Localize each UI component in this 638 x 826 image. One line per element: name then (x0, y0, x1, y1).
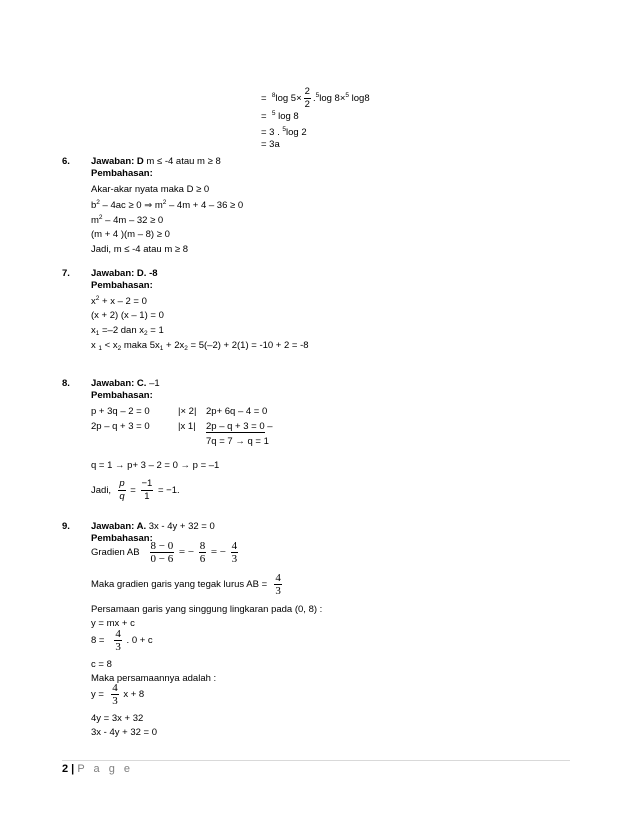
footer-divider (62, 760, 570, 761)
top-line-2 (261, 110, 299, 122)
jadi-label: Jadi, (91, 485, 112, 497)
question-number: 6. (62, 156, 70, 167)
math-line: Akar-akar nyata maka D ≥ 0 (91, 184, 210, 195)
top-line-1 (261, 86, 370, 111)
equation: 2p – q + 3 = 0 (91, 421, 150, 432)
fraction (304, 86, 311, 111)
math-line: $x_1 =-2$ dan $x_2 = 1$ (91, 325, 164, 337)
multiplier: |x 1| (178, 421, 196, 432)
log-base: 5 (282, 126, 287, 133)
conclusion-line: 3x - 4y + 32 = 0 (91, 727, 158, 738)
fraction: $\frac{8 - 0}{0 - 6}$ (150, 540, 174, 565)
math-line: Maka persamaannya adalah : (91, 673, 217, 684)
dot-operator: . (312, 93, 316, 105)
log-base: 5 (271, 110, 276, 117)
jadi-line: Jadi, $\frac{p}{q}$ = $\frac{-1}{1}$ = −1. (91, 478, 180, 502)
underlined-equation: 2p – q + 3 = 0 (206, 421, 265, 432)
answer-label: Jawaban: C. (91, 378, 147, 389)
question-number: 8. (62, 378, 70, 389)
q6-answer (91, 156, 221, 167)
gradien-line: Gradien AB $\frac{8 - 0}{0 - 6}$ = − $\frac{8}{6}$ = − $\frac{4}{3}$ (91, 540, 238, 565)
math-line: (m + 4 )(m – 8) ≥ 0 (91, 229, 170, 240)
fraction: $\frac{4}{3}$ (275, 572, 281, 597)
question-number: 9. (62, 521, 70, 532)
pembahasan-heading: Pembahasan: (91, 168, 153, 179)
fraction-numerator: 2 (304, 86, 310, 97)
top-line-3 (261, 126, 307, 138)
log-term: log 2 (286, 127, 307, 138)
minus-sign: – (264, 421, 273, 432)
pembahasan-heading: Pembahasan: (91, 390, 153, 401)
math-line: $m^2 - 4m - 32 \ge 0$ (91, 214, 164, 226)
pembahasan-heading: Pembahasan: (91, 280, 153, 291)
log-term: log 5 (275, 93, 297, 105)
math-line: q = 1 → p+ 3 – 2 = 0 → p = –1 (91, 460, 220, 471)
equation-result: 7q = 7 → q = 1 (206, 436, 269, 447)
math-line: x $_1 < x_2$ maka $5x_1 + 2x_2 = 5(-2) + 2(1) = -10 + 2 = -8$ (91, 340, 309, 352)
answer-text: –1 (146, 378, 160, 389)
math-line: y = $\frac{4}{3}$ x + 8 (91, 682, 145, 707)
log-term: log 8 (319, 93, 340, 105)
fraction: $\frac{4}{3}$ (115, 628, 121, 653)
math-line: $b^2 - 4ac \ge 0$ ⇒ $m^2 - 4m + 4 - 36 \ge 0$ (91, 199, 244, 211)
log-term: log 8 (278, 111, 299, 122)
answer-label: Jawaban: D. -8 (91, 268, 158, 279)
log-term: log8 (351, 93, 370, 105)
answer-label: Jawaban: A. (91, 521, 147, 532)
page-word: P a g e (77, 763, 133, 775)
math-line: y = mx + c (91, 618, 135, 629)
fraction: $\frac{8}{6}$ (199, 540, 206, 565)
math-line: c = 8 (91, 659, 112, 670)
equals-sign: = (261, 111, 267, 122)
math-line: $x^2 + x - 2 = 0$ (91, 295, 147, 307)
fraction: $\frac{4}{3}$ (231, 540, 238, 565)
math-line: 4y = 3x + 32 (91, 713, 144, 724)
math-line: 8 = $\frac{4}{3}$ . 0 + c (91, 628, 153, 653)
conclusion-line: Jadi, m ≤ -4 atau m ≥ 8 (91, 244, 189, 255)
question-number: 7. (62, 268, 70, 279)
equation (206, 421, 273, 432)
pembahasan-heading: Pembahasan: (91, 533, 153, 544)
math-text: = 3 . (261, 127, 283, 138)
answer-text: 3x - 4y + 32 = 0 (146, 521, 215, 532)
equation: p + 3q – 2 = 0 (91, 406, 150, 417)
math-line: Persamaan garis yang singgung lingkaran pada (0, 8) : (91, 604, 323, 615)
top-line-4: = 3a (261, 139, 280, 150)
math-line: (x + 2) (x – 1) = 0 (91, 310, 164, 321)
tegak-line: Maka gradien garis yang tegak lurus AB = $\frac{4}{3}$ (91, 572, 281, 597)
footer-separator: | (68, 763, 78, 775)
answer-text: m ≤ -4 atau m ≥ 8 (143, 156, 221, 167)
log-base: 5 (345, 92, 349, 100)
page-number: 2 (62, 763, 69, 775)
log-base: 8 (271, 92, 276, 100)
fraction: $\frac{p}{q}$ (119, 478, 125, 502)
q9-answer (91, 521, 215, 532)
q8-answer (91, 378, 160, 389)
multiplier: |× 2| (178, 406, 197, 417)
fraction-denominator: 2 (304, 99, 310, 110)
times-sign: × (339, 93, 346, 105)
answer-label: Jawaban: D (91, 156, 144, 167)
fraction: $\frac{-1}{1}$ (141, 478, 153, 502)
log-base: 5 (315, 92, 320, 100)
equation: 2p+ 6q – 4 = 0 (206, 406, 268, 417)
times-sign: × (296, 93, 302, 105)
page-footer (62, 763, 133, 775)
fraction: $\frac{4}{3}$ (112, 682, 118, 707)
equals-sign: = (261, 93, 267, 105)
